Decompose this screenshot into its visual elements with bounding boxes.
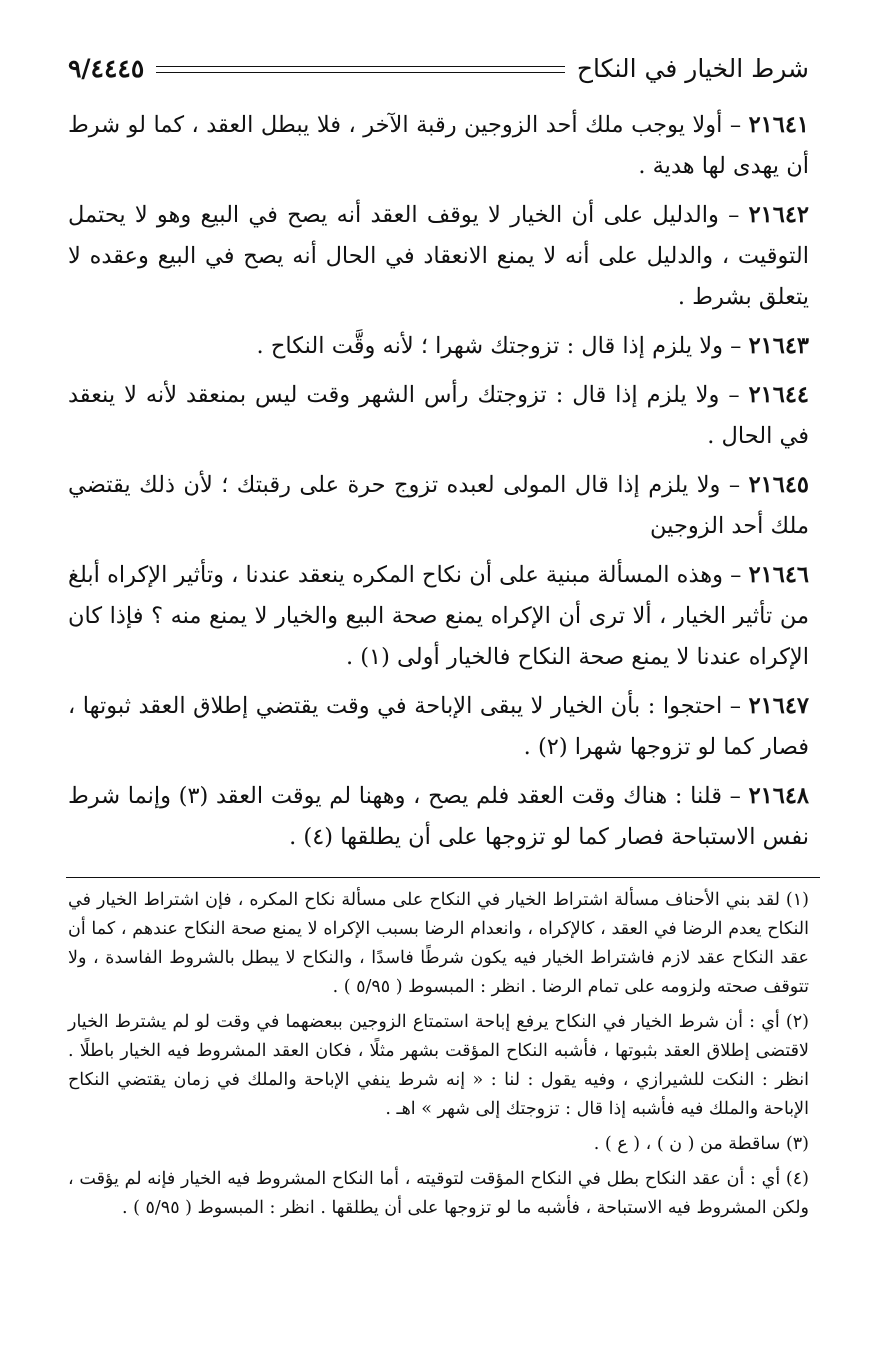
paragraph-number: ٢١٦٤٧ [748, 693, 810, 719]
paragraph-number: ٢١٦٤٢ [748, 202, 810, 228]
paragraph [68, 776, 809, 858]
paragraph [68, 105, 809, 187]
header-rule [156, 66, 565, 73]
paragraph [68, 195, 809, 318]
footnote-separator [66, 877, 820, 878]
paragraph-text: – احتجوا : بأن الخيار لا يبقى الإباحة في وقت يقتضي إطلاق العقد ثبوتها ، فصار كما لو تزوجها شهرا (٢) . [68, 693, 809, 760]
footnote: (٤) أي : أن عقد النكاح بطل في النكاح المؤقت لتوقيته ، أما النكاح المشروط فيه الخيار فإنه لم يؤقت ، ولكن المشروط فيه الاستباحة ، فأشبه ما لو تزوجها على أن يطلقها . انظر : المبسوط ( ٥/٩٥ ) . [68, 1169, 809, 1218]
paragraph-number: ٢١٦٤٣ [748, 333, 809, 359]
paragraph-number: ٢١٦٤٥ [748, 472, 810, 498]
paragraph-text: – والدليل على أن الخيار لا يوقف العقد أنه يصح في البيع وهو لا يحتمل التوقيت ، والدليل على أنه لا يمنع الانعقاد في الحال أنه يصح في البيع وعقده لا يتعلق بشرط . [68, 202, 810, 310]
paragraph [68, 555, 809, 678]
paragraph-text: – أولا يوجب ملك أحد الزوجين رقبة الآخر ، فلا يبطل العقد ، كما لو شرط أن يهدى لها هدية . [68, 112, 809, 179]
paragraph-number: ٢١٦٤٨ [748, 783, 810, 809]
footnote: (٣) ساقطة من ( ن ) ، ( ع ) . [593, 1134, 809, 1154]
header-title: شرط الخيار في النكاح [576, 53, 809, 83]
paragraph-text: – وهذه المسألة مبنية على أن نكاح المكره ينعقد عندنا ، وتأثير الإكراه أبلغ من تأثير الخيار ، ألا ترى أن الإكراه يمنع صحة البيع والخيار لا يمنع منه ؟ فإذا كان الإكراه عندنا لا يمنع صحة النكاح فالخيار أولى (١) . [68, 562, 809, 670]
paragraph [68, 375, 809, 457]
paragraph-text: – ولا يلزم إذا قال المولى لعبده تزوج حرة على رقبتك ؛ لأن ذلك يقتضي ملك أحد الزوجين [68, 472, 809, 539]
footnotes [68, 886, 809, 1229]
paragraph-text: – ولا يلزم إذا قال : تزوجتك شهرا ؛ لأنه وقَّت النكاح . [256, 333, 742, 359]
paragraph [68, 686, 809, 768]
paragraph [68, 326, 809, 367]
paragraph [68, 465, 809, 547]
page-number: ٩/٤٤٤٥ [68, 53, 145, 83]
main-text [68, 105, 809, 866]
paragraph-number: ٢١٦٤٦ [748, 562, 809, 588]
paragraph-text: – ولا يلزم إذا قال : تزوجتك رأس الشهر وقت ليس بمنعقد لأنه لا ينعقد في الحال . [68, 382, 809, 449]
footnote: (٢) أي : أن شرط الخيار في النكاح يرفع إباحة استمتاع الزوجين ببعضهما في وقت لو لم يشترط الخيار لاقتضى إطلاق العقد بثبوتها ، فأشبه النكاح المؤقت بشهر مثلًا ، فكان العقد المشروط فيه الخيار باطلًا . انظر : النكت للشيرازي ، وفيه يقول : لنا : « إنه شرط ينفي الإباحة والملك في زمان يقتضي النكاح الإباحة والملك فيه فأشبه إذا قال : تزوجتك إلى شهر » اهـ . [68, 1012, 809, 1119]
running-header [68, 48, 809, 88]
paragraph-number: ٢١٦٤١ [748, 112, 809, 138]
paragraph-number: ٢١٦٤٤ [748, 382, 809, 408]
paragraph-text: – قلنا : هناك وقت العقد فلم يصح ، وههنا لم يوقت العقد (٣) وإنما شرط نفس الاستباحة فصار كما لو تزوجها على أن يطلقها (٤) . [68, 783, 809, 850]
footnote: (١) لقد بني الأحناف مسألة اشتراط الخيار في النكاح على مسألة نكاح المكره ، فإن اشتراط الخيار في النكاح يعدم الرضا في العقد ، كالإكراه ، وانعدام الرضا بسبب الإكراه لا يمنع صحة النكاح عندهم ، كما أن عقد النكاح عقد لازم فاشتراط الخيار فيه يكون شرطًا فاسدًا ، والنكاح لا يبطل بالشروط الفاسدة ، ولا تتوقف صحته ولزومه على تمام الرضا . انظر : المبسوط ( ٥/٩٥ ) . [68, 890, 809, 997]
